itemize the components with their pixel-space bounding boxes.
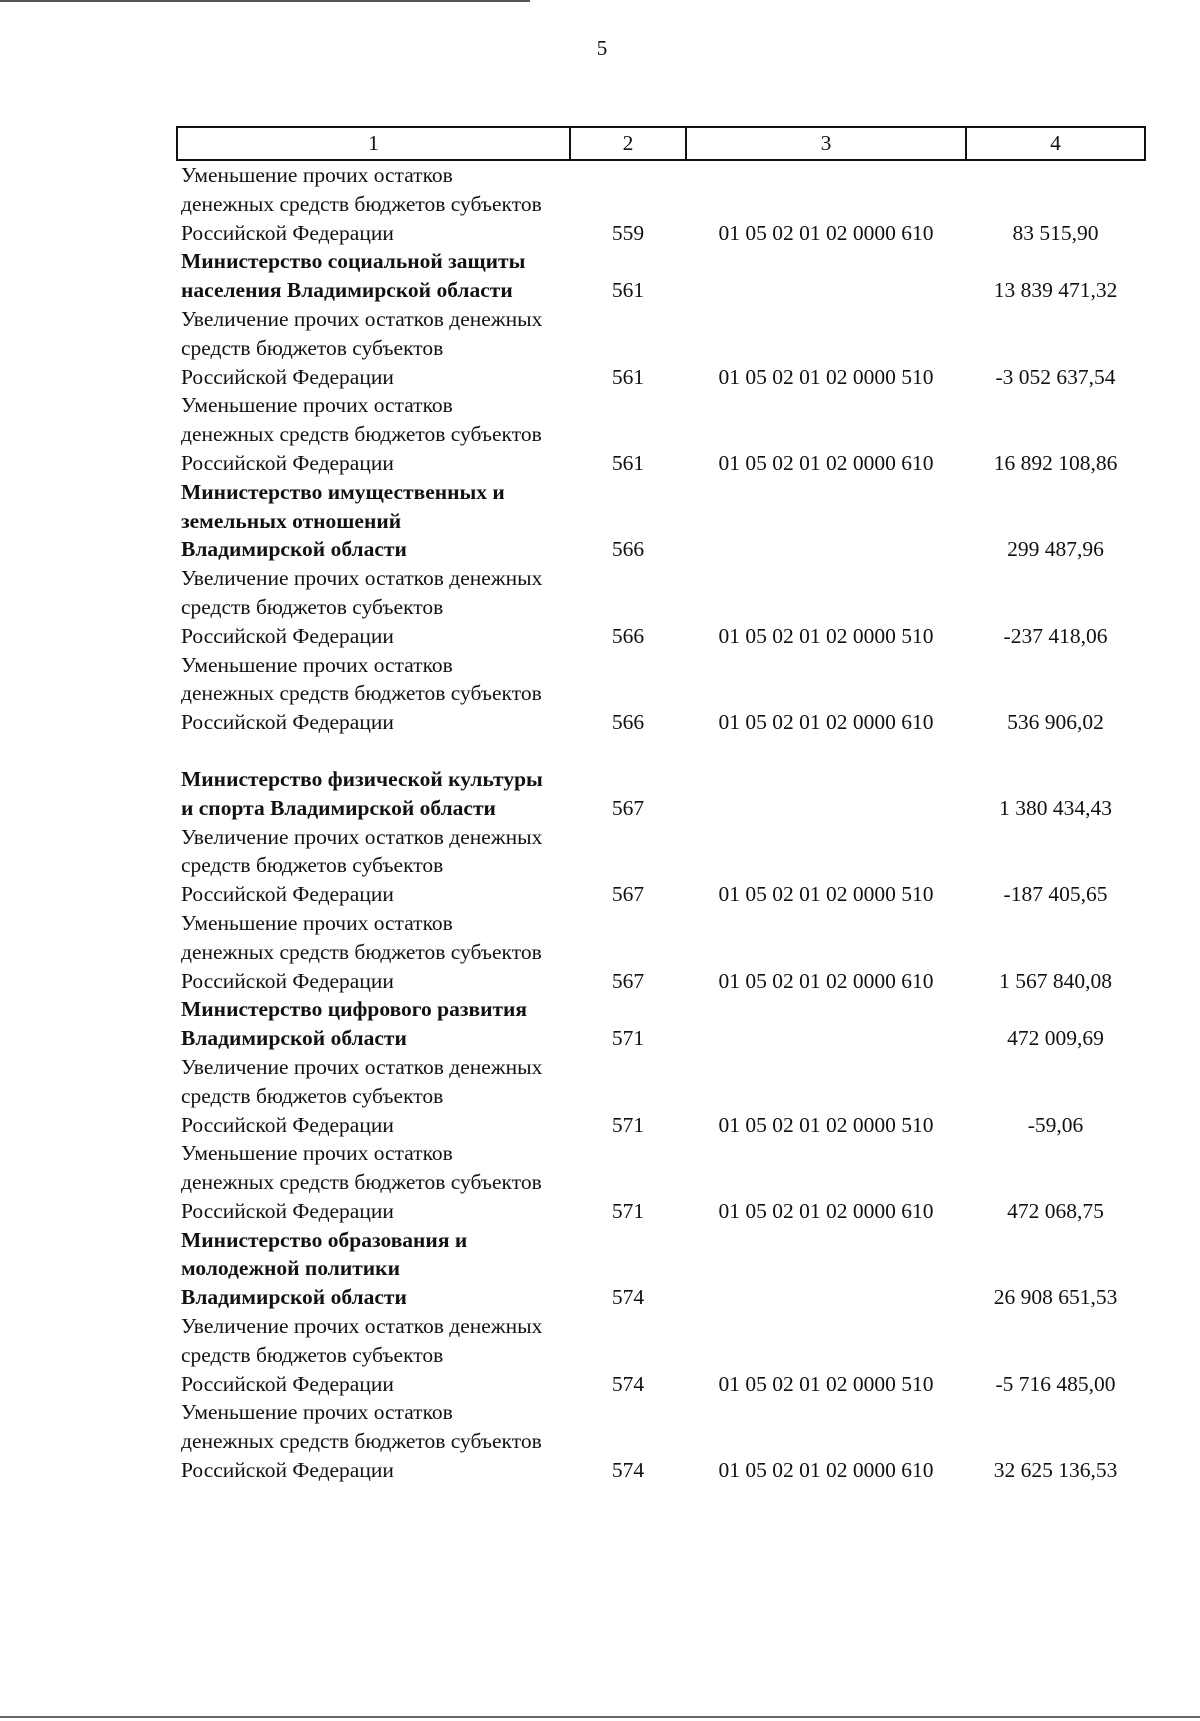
- row-name-line: Владимирской области: [181, 537, 407, 562]
- row-classification-code: 01 05 02 01 02 0000 510: [718, 623, 934, 648]
- table-row: [177, 391, 1145, 477]
- row-name: [177, 995, 570, 1053]
- row-name: [177, 1139, 570, 1225]
- header-row: [177, 127, 1145, 160]
- row-name-line: Российской Федерации: [181, 623, 394, 648]
- row-name-line: денежных средств бюджетов субъектов: [181, 939, 542, 964]
- row-name-line: Владимирской области: [181, 1026, 407, 1051]
- row-name-line: Уменьшение прочих остатков: [181, 1400, 453, 1425]
- page-number: 5: [596, 36, 608, 60]
- row-name-line: Уменьшение прочих остатков: [181, 393, 453, 418]
- row-name: [177, 160, 570, 247]
- row-amount: 299 487,96: [1007, 537, 1104, 562]
- row-name-line: Министерство социальной защиты: [181, 249, 526, 274]
- row-amount: 472 009,69: [1007, 1026, 1104, 1051]
- row-name-line: Министерство образования и: [181, 1227, 468, 1252]
- row-name-line: Владимирской области: [181, 1285, 407, 1310]
- row-amount: 1 380 434,43: [999, 795, 1112, 820]
- ministry-row: [177, 247, 1145, 305]
- row-classification-code: 01 05 02 01 02 0000 610: [718, 1198, 934, 1223]
- row-name-line: Уменьшение прочих остатков: [181, 910, 453, 935]
- row-amount: 16 892 108,86: [993, 450, 1118, 475]
- row-classification-code: 01 05 02 01 02 0000 610: [718, 450, 934, 475]
- row-classification-code: [686, 247, 966, 305]
- row-name-line: средств бюджетов субъектов: [181, 1342, 444, 1367]
- row-admin-code: 574: [611, 1371, 645, 1396]
- row-name-line: денежных средств бюджетов субъектов: [181, 1429, 542, 1454]
- row-classification-code: 01 05 02 01 02 0000 510: [718, 364, 934, 389]
- row-admin-code: 567: [611, 968, 645, 993]
- column-header-1: 1: [177, 127, 570, 160]
- row-admin-code: 574: [611, 1285, 645, 1310]
- row-name-line: Российской Федерации: [181, 450, 394, 475]
- row-name: [177, 823, 570, 909]
- table-row: [177, 160, 1145, 247]
- row-amount: -59,06: [1027, 1112, 1084, 1137]
- row-amount: 1 567 840,08: [999, 968, 1112, 993]
- row-name: [177, 1053, 570, 1139]
- row-name-line: Увеличение прочих остатков денежных: [181, 306, 543, 331]
- row-name-line: средств бюджетов субъектов: [181, 1083, 444, 1108]
- row-admin-code: 561: [611, 278, 645, 303]
- row-amount: 472 068,75: [1007, 1198, 1104, 1223]
- row-admin-code: 567: [611, 882, 645, 907]
- row-name-line: Уменьшение прочих остатков: [181, 1141, 453, 1166]
- row-name-line: Уменьшение прочих остатков: [181, 652, 453, 677]
- row-admin-code: 566: [611, 537, 645, 562]
- table-row: [177, 564, 1145, 650]
- row-name: [177, 478, 570, 564]
- row-name: [177, 1312, 570, 1398]
- row-name-line: денежных средств бюджетов субъектов: [181, 681, 542, 706]
- row-name-line: Увеличение прочих остатков денежных: [181, 1054, 543, 1079]
- row-amount: -187 405,65: [1003, 882, 1108, 907]
- row-name-line: населения Владимирской области: [181, 278, 513, 303]
- row-admin-code: 566: [611, 710, 645, 735]
- row-classification-code: 01 05 02 01 02 0000 610: [718, 1458, 934, 1483]
- table-row: [177, 1398, 1145, 1484]
- row-amount: -5 716 485,00: [995, 1371, 1116, 1396]
- row-admin-code: 567: [611, 795, 645, 820]
- row-admin-code: 571: [611, 1112, 645, 1137]
- row-name-line: Российской Федерации: [181, 1458, 394, 1483]
- row-admin-code: 574: [611, 1458, 645, 1483]
- scan-edge-top: [0, 0, 530, 2]
- row-name-line: молодежной политики: [181, 1256, 400, 1281]
- row-admin-code: 559: [611, 220, 645, 245]
- row-classification-code: [686, 478, 966, 564]
- column-header-4: 4: [966, 127, 1145, 160]
- row-name-line: Российской Федерации: [181, 220, 394, 245]
- row-name: [177, 1398, 570, 1484]
- ministry-row: [177, 995, 1145, 1053]
- row-name-line: средств бюджетов субъектов: [181, 594, 444, 619]
- scan-edge-bottom: [0, 1716, 1200, 1718]
- row-name-line: земельных отношений: [181, 508, 402, 533]
- row-classification-code: 01 05 02 01 02 0000 610: [718, 710, 934, 735]
- table-row: [177, 823, 1145, 909]
- row-name-line: денежных средств бюджетов субъектов: [181, 191, 542, 216]
- row-classification-code: 01 05 02 01 02 0000 510: [718, 1371, 934, 1396]
- row-admin-code: 571: [611, 1026, 645, 1051]
- row-classification-code: 01 05 02 01 02 0000 510: [718, 882, 934, 907]
- row-name-line: денежных средств бюджетов субъектов: [181, 1170, 542, 1195]
- row-name: [177, 247, 570, 305]
- row-name-line: Российской Федерации: [181, 1371, 394, 1396]
- row-name-line: Российской Федерации: [181, 882, 394, 907]
- column-header-3: 3: [686, 127, 966, 160]
- row-name: [177, 737, 570, 823]
- row-name-line: Увеличение прочих остатков денежных: [181, 566, 543, 591]
- row-name-line: средств бюджетов субъектов: [181, 335, 444, 360]
- column-header-2: 2: [570, 127, 686, 160]
- row-classification-code: [686, 1226, 966, 1312]
- table-body: [177, 160, 1145, 1485]
- row-amount: 32 625 136,53: [993, 1458, 1118, 1483]
- row-amount: -237 418,06: [1003, 623, 1108, 648]
- row-name-line: денежных средств бюджетов субъектов: [181, 422, 542, 447]
- row-classification-code: 01 05 02 01 02 0000 510: [718, 1112, 934, 1137]
- row-name-line: Министерство имущественных и: [181, 479, 505, 504]
- row-name-line: Российской Федерации: [181, 1112, 394, 1137]
- table-row: [177, 651, 1145, 737]
- row-name-line: средств бюджетов субъектов: [181, 853, 444, 878]
- table-row: [177, 305, 1145, 391]
- budget-table: [176, 126, 1146, 1485]
- row-name: [177, 391, 570, 477]
- row-name-line: Российской Федерации: [181, 968, 394, 993]
- row-name-line: Министерство цифрового развития: [181, 997, 528, 1022]
- ministry-row: [177, 1226, 1145, 1312]
- row-amount: -3 052 637,54: [995, 364, 1116, 389]
- table-row: [177, 1139, 1145, 1225]
- row-amount: 536 906,02: [1007, 710, 1104, 735]
- table-row: [177, 1312, 1145, 1398]
- row-amount: 26 908 651,53: [993, 1285, 1118, 1310]
- row-admin-code: 566: [611, 623, 645, 648]
- table-header: [177, 127, 1145, 160]
- row-name: [177, 305, 570, 391]
- row-amount: 83 515,90: [1012, 220, 1099, 245]
- row-name: [177, 564, 570, 650]
- row-name-line: Уменьшение прочих остатков: [181, 163, 453, 187]
- row-name-line: Министерство физической культуры: [181, 766, 543, 791]
- row-name-line: Увеличение прочих остатков денежных: [181, 1314, 543, 1339]
- row-classification-code: [686, 995, 966, 1053]
- row-amount: 13 839 471,32: [993, 278, 1118, 303]
- row-name-line: и спорта Владимирской области: [181, 795, 496, 820]
- row-name-line: Российской Федерации: [181, 1198, 394, 1223]
- row-admin-code: 571: [611, 1198, 645, 1223]
- row-admin-code: 561: [611, 364, 645, 389]
- ministry-row: [177, 737, 1145, 823]
- row-name: [177, 1226, 570, 1312]
- ministry-row: [177, 478, 1145, 564]
- row-name-line: Увеличение прочих остатков денежных: [181, 824, 543, 849]
- row-classification-code: 01 05 02 01 02 0000 610: [718, 220, 934, 245]
- row-name-line: Российской Федерации: [181, 364, 394, 389]
- row-classification-code: [686, 737, 966, 823]
- row-admin-code: 561: [611, 450, 645, 475]
- row-name: [177, 909, 570, 995]
- row-name-line: Российской Федерации: [181, 710, 394, 735]
- table-row: [177, 1053, 1145, 1139]
- row-classification-code: 01 05 02 01 02 0000 610: [718, 968, 934, 993]
- row-name: [177, 651, 570, 737]
- table-row: [177, 909, 1145, 995]
